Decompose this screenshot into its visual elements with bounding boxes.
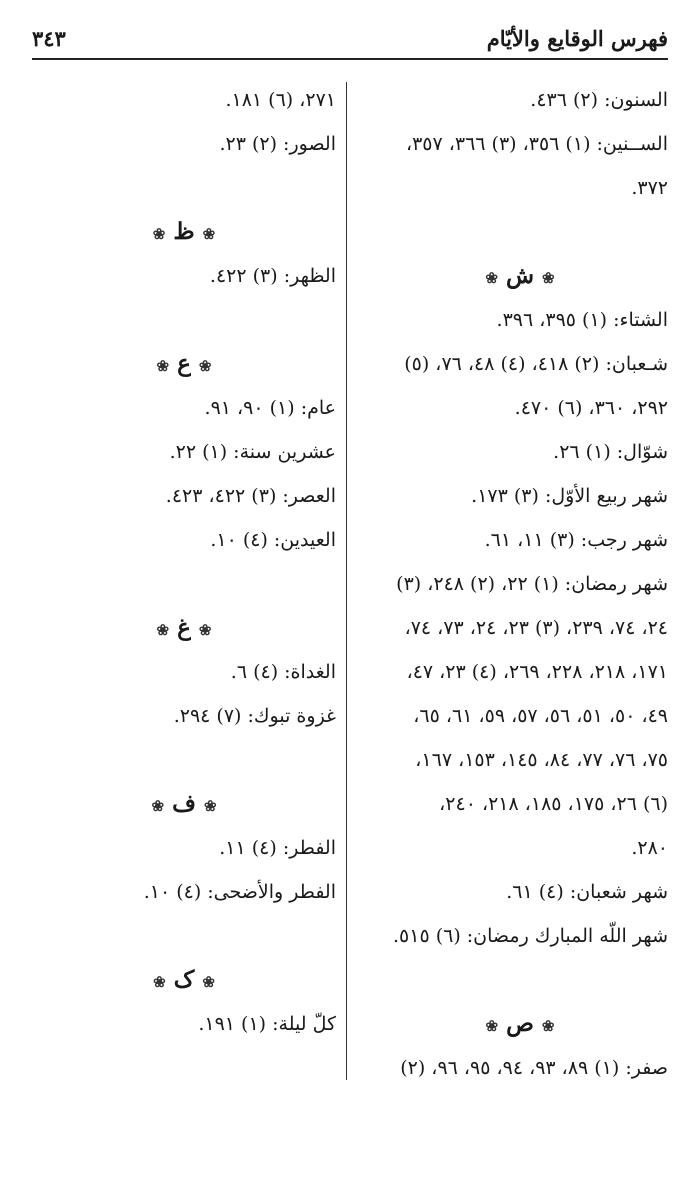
index-entry: شهر رجب: (٣) ١١، ٦١. bbox=[484, 529, 668, 551]
section-heading bbox=[32, 782, 336, 826]
index-entry: ٣٧٢. bbox=[631, 177, 668, 199]
ornament-open-icon: ❀ bbox=[198, 621, 212, 639]
index-entry: العيدين: (٤) ١٠. bbox=[210, 529, 336, 551]
index-column-right bbox=[372, 78, 668, 1090]
index-entry: الظهر: (٣) ٤٢٢. bbox=[209, 265, 336, 287]
index-entry: (٦) ٢٦، ١٧٥، ١٨٥، ٢١٨، ٢٤٠، bbox=[439, 793, 668, 815]
page-number: ٣٤٣ bbox=[32, 26, 66, 51]
section-gap bbox=[32, 914, 336, 958]
index-entry: الغداة: (٤) ٦. bbox=[230, 661, 336, 683]
ornament-open-icon: ❀ bbox=[203, 797, 217, 815]
index-entry: شوّال: (١) ٢٦. bbox=[553, 441, 668, 463]
ornament-close-icon: ❀ bbox=[152, 225, 166, 243]
index-column-left bbox=[32, 78, 336, 1046]
section-letter: ف bbox=[172, 790, 196, 817]
section-gap bbox=[32, 562, 336, 606]
ornament-close-icon: ❀ bbox=[485, 1017, 499, 1035]
section-heading bbox=[32, 606, 336, 650]
header-title: فهرس الوقايع والأيّام bbox=[486, 26, 668, 51]
index-entry: الفطر والأضحى: (٤) ١٠. bbox=[143, 881, 336, 903]
section-letter: غ bbox=[177, 614, 191, 641]
index-entry: ٧٥، ٧٦، ٧٧، ٨٤، ١٤٥، ١٥٣، ١٦٧، bbox=[415, 749, 668, 771]
ornament-close-icon: ❀ bbox=[156, 357, 170, 375]
section-heading bbox=[32, 342, 336, 386]
index-entry: الســنين: (١) ٣٥٦، (٣) ٣٦٦، ٣٥٧، bbox=[405, 133, 668, 155]
index-entry: غزوة تبوك: (٧) ٢٩٤. bbox=[173, 705, 336, 727]
index-entry: الصور: (٢) ٢٣. bbox=[219, 133, 336, 155]
ornament-open-icon: ❀ bbox=[541, 1017, 555, 1035]
index-entry: كلّ ليلة: (١) ١٩١. bbox=[198, 1013, 336, 1035]
index-entry: شهر رمضان: (١) ٢٢، (٢) ٢٤٨، (٣) bbox=[396, 573, 668, 595]
section-letter: ص bbox=[506, 1010, 534, 1037]
ornament-open-icon: ❀ bbox=[202, 225, 216, 243]
index-entry: عام: (١) ٩٠، ٩١. bbox=[204, 397, 336, 419]
section-heading bbox=[372, 1002, 668, 1046]
ornament-open-icon: ❀ bbox=[202, 973, 215, 991]
index-entry: عشرين سنة: (١) ٢٢. bbox=[169, 441, 336, 463]
section-heading bbox=[32, 958, 336, 1002]
ornament-close-icon: ❀ bbox=[151, 797, 165, 815]
column-divider bbox=[346, 82, 347, 1080]
index-entry: ٢٧١، (٦) ١٨١. bbox=[225, 89, 336, 111]
index-entry: السنون: (٢) ٤٣٦. bbox=[530, 89, 668, 111]
section-gap bbox=[32, 738, 336, 782]
index-entry: شهر شعبان: (٤) ٦١. bbox=[506, 881, 668, 903]
ornament-close-icon: ❀ bbox=[156, 621, 170, 639]
index-entry: ٢٨٠. bbox=[631, 837, 668, 859]
index-entry: شهر ربيع الأوّل: (٣) ١٧٣. bbox=[471, 485, 668, 507]
section-heading bbox=[32, 210, 336, 254]
index-entry: ٤٩، ٥٠، ٥١، ٥٦، ٥٧، ٥٩، ٦١، ٦٥، bbox=[413, 705, 668, 727]
section-gap bbox=[372, 210, 668, 254]
index-entry: ١٧١، ٢١٨، ٢٢٨، ٢٦٩، (٤) ٢٣، ٤٧، bbox=[406, 661, 668, 683]
index-entry: ٢٤، ٧٤، ٢٣٩، (٣) ٢٣، ٢٤، ٧٣، ٧٤، bbox=[404, 617, 668, 639]
section-letter: ش bbox=[505, 262, 535, 289]
ornament-open-icon: ❀ bbox=[542, 269, 555, 287]
section-letter: ظ bbox=[173, 218, 195, 245]
section-letter: ع bbox=[177, 350, 191, 377]
section-letter: ک bbox=[173, 966, 195, 993]
index-entry: الشتاء: (١) ٣٩٥، ٣٩٦. bbox=[496, 309, 668, 331]
page-header bbox=[32, 24, 668, 60]
section-heading bbox=[372, 254, 668, 298]
ornament-open-icon: ❀ bbox=[198, 357, 212, 375]
ornament-close-icon: ❀ bbox=[485, 269, 498, 287]
index-entry: شهر اللّه المبارك رمضان: (٦) ٥١٥. bbox=[392, 925, 668, 947]
index-entry: شـعبان: (٢) ٤١٨، (٤) ٤٨، ٧٦، (٥) bbox=[404, 353, 668, 375]
ornament-close-icon: ❀ bbox=[153, 973, 166, 991]
index-entry: صفر: (١) ٨٩، ٩٣، ٩٤، ٩٥، ٩٦، (٢) bbox=[400, 1057, 668, 1079]
section-gap bbox=[32, 298, 336, 342]
section-gap bbox=[32, 166, 336, 210]
index-entry: ٢٩٢، ٣٦٠، (٦) ٤٧٠. bbox=[514, 397, 668, 419]
index-entry: الفطر: (٤) ١١. bbox=[219, 837, 336, 859]
section-gap bbox=[372, 958, 668, 1002]
index-entry: العصر: (٣) ٤٢٢، ٤٢٣. bbox=[165, 485, 336, 507]
